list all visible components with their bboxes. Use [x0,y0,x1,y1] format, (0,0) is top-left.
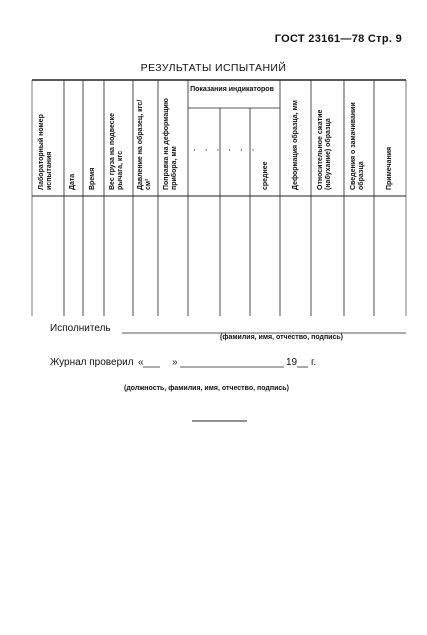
standard-number: ГОСТ 23161—78 [274,33,365,45]
indicator-dots: · · · · · · [193,146,258,156]
col-header-pressure: Давление на образец, кгс/см² [137,99,152,190]
col-header-date: Дата [69,173,76,190]
checked-caption: (должность, фамилия, имя, отчество, подпись) [124,385,289,392]
col-header-time: Время [89,167,96,190]
col-header-lab-number: Лабораторный номер испытания [38,114,53,190]
date-close-quote: » [172,357,178,368]
executor-caption: (фамилия, имя, отчество, подпись) [220,334,344,341]
year-suffix: г. [311,357,317,368]
page-title: РЕЗУЛЬТАТЫ ИСПЫТАНИЙ [140,62,287,74]
date-open-quote: « [138,357,144,368]
col-header-average: среднее [262,161,269,190]
col-header-sample-deformation: Деформация образца, мм [292,100,299,190]
col-header-notes: Примечания [386,146,393,190]
page-number: Стр. 9 [367,33,402,45]
col-header-soaking-info: Сведения о замачивании образца [350,102,365,190]
year-prefix: 19 [286,357,298,368]
executor-label: Исполнитель [50,323,111,334]
col-header-relative-compression: Относительное сжатие (набухание) образца [317,109,332,190]
col-header-device-correction: Поправка на деформацию прибора, мм [163,98,178,190]
journal-checked-label: Журнал проверил [50,357,134,368]
col-header-load-weight: Вес груза на подвеске рычага, кгс [109,112,124,190]
col-header-indicator-readings: Показания индикаторов [190,86,274,93]
